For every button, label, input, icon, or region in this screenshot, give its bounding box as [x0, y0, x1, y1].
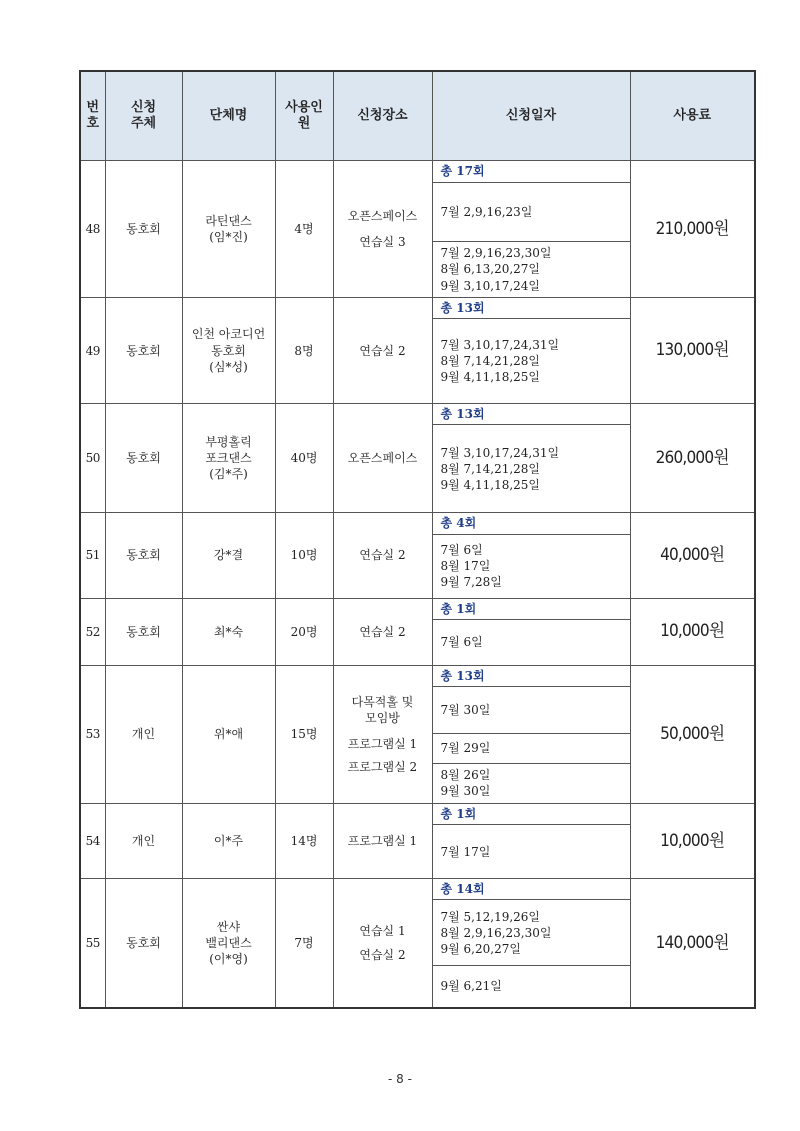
row-dates: 7월 29일	[432, 733, 630, 763]
row-fee: 10,000원	[630, 803, 755, 878]
row-dates: 7월 5,12,19,26일 8월 2,9,16,23,30일 9월 6,20,27일	[432, 900, 630, 966]
row-total: 총 13회	[432, 404, 630, 425]
row-dates: 7월 3,10,17,24,31일 8월 7,14,21,28일 9월 4,11,18,25일	[432, 425, 630, 513]
place-line: 연습실 3	[359, 235, 406, 249]
row-place: 연습실 2	[333, 513, 432, 598]
row-total: 총 4회	[432, 513, 630, 534]
row-place: 오픈스페이스	[333, 404, 432, 513]
row-fee: 210,000원	[630, 161, 755, 298]
row-dates: 9월 6,21일	[432, 966, 630, 1008]
row-dates: 7월 2,9,16,23일	[432, 183, 630, 242]
table-row	[80, 513, 755, 534]
row-total: 총 1회	[432, 803, 630, 824]
row-dates: 7월 6일	[432, 619, 630, 665]
row-number: 55	[80, 879, 105, 1008]
header-fee: 사용료	[630, 71, 755, 161]
row-group: 인천 아코디언 동호회 (심*성)	[182, 298, 275, 404]
row-subject: 개인	[105, 803, 182, 878]
row-fee: 10,000원	[630, 598, 755, 665]
row-group: 싼샤 밸리댄스 (이*영)	[182, 879, 275, 1008]
row-fee: 40,000원	[630, 513, 755, 598]
row-total: 총 17회	[432, 161, 630, 183]
row-place: 연습실 2	[333, 598, 432, 665]
row-dates: 7월 3,10,17,24,31일 8월 7,14,21,28일 9월 4,11,18,25일	[432, 319, 630, 404]
row-group: 이*주	[182, 803, 275, 878]
row-group: 최*숙	[182, 598, 275, 665]
row-dates: 7월 6일 8월 17일 9월 7,28일	[432, 534, 630, 598]
row-subject: 동호회	[105, 298, 182, 404]
row-people: 40명	[275, 404, 333, 513]
row-place	[333, 665, 432, 803]
row-total: 총 13회	[432, 298, 630, 319]
row-group: 부평홀릭 포크댄스 (김*주)	[182, 404, 275, 513]
place-line: 연습실 2	[359, 947, 406, 962]
row-number: 50	[80, 404, 105, 513]
row-dates: 7월 2,9,16,23,30일 8월 6,13,20,27일 9월 3,10,17,24일	[432, 242, 630, 298]
row-group: 위*애	[182, 665, 275, 803]
row-dates: 7월 30일	[432, 686, 630, 733]
row-subject: 동호회	[105, 161, 182, 298]
row-subject: 동호회	[105, 513, 182, 598]
row-number: 53	[80, 665, 105, 803]
row-total: 총 14회	[432, 879, 630, 900]
row-fee: 130,000원	[630, 298, 755, 404]
row-people: 15명	[275, 665, 333, 803]
row-subject: 동호회	[105, 598, 182, 665]
row-subject: 개인	[105, 665, 182, 803]
row-people: 8명	[275, 298, 333, 404]
place-line: 프로그램실 1	[347, 737, 418, 752]
table-row	[80, 404, 755, 425]
place-line: 오픈스페이스	[347, 208, 418, 223]
row-fee: 140,000원	[630, 879, 755, 1008]
header-no: 번 호	[80, 71, 105, 161]
place-line: 연습실 1	[359, 923, 406, 938]
rental-table	[79, 70, 756, 1009]
table-row	[80, 298, 755, 319]
row-people: 10명	[275, 513, 333, 598]
row-number: 52	[80, 598, 105, 665]
header-group: 단체명	[182, 71, 275, 161]
row-place	[333, 161, 432, 298]
header-place: 신청장소	[333, 71, 432, 161]
row-number: 54	[80, 803, 105, 878]
table-row	[80, 665, 755, 686]
table-row	[80, 879, 755, 900]
place-line: 다목적홀 및 모임방	[351, 694, 414, 726]
row-fee: 50,000원	[630, 665, 755, 803]
row-dates: 7월 17일	[432, 825, 630, 879]
row-place: 프로그램실 1	[333, 803, 432, 878]
row-place	[333, 879, 432, 1008]
table-header-row	[80, 71, 755, 161]
row-people: 20명	[275, 598, 333, 665]
header-subject: 신청 주체	[105, 71, 182, 161]
row-number: 49	[80, 298, 105, 404]
row-fee: 260,000원	[630, 404, 755, 513]
row-subject: 동호회	[105, 879, 182, 1008]
row-dates: 8월 26일 9월 30일	[432, 763, 630, 803]
row-total: 총 1회	[432, 598, 630, 619]
place-line: 프로그램실 2	[347, 759, 418, 774]
row-number: 48	[80, 161, 105, 298]
page-number: - 8 -	[388, 1072, 412, 1086]
table-row	[80, 803, 755, 824]
row-number: 51	[80, 513, 105, 598]
row-subject: 동호회	[105, 404, 182, 513]
table-row	[80, 598, 755, 619]
header-people: 사용인 원	[275, 71, 333, 161]
table-row	[80, 161, 755, 183]
row-group: 라틴댄스 (임*진)	[182, 161, 275, 298]
row-total: 총 13회	[432, 665, 630, 686]
header-dates: 신청일자	[432, 71, 630, 161]
row-people: 7명	[275, 879, 333, 1008]
row-people: 4명	[275, 161, 333, 298]
row-group: 강*결	[182, 513, 275, 598]
row-people: 14명	[275, 803, 333, 878]
row-place: 연습실 2	[333, 298, 432, 404]
